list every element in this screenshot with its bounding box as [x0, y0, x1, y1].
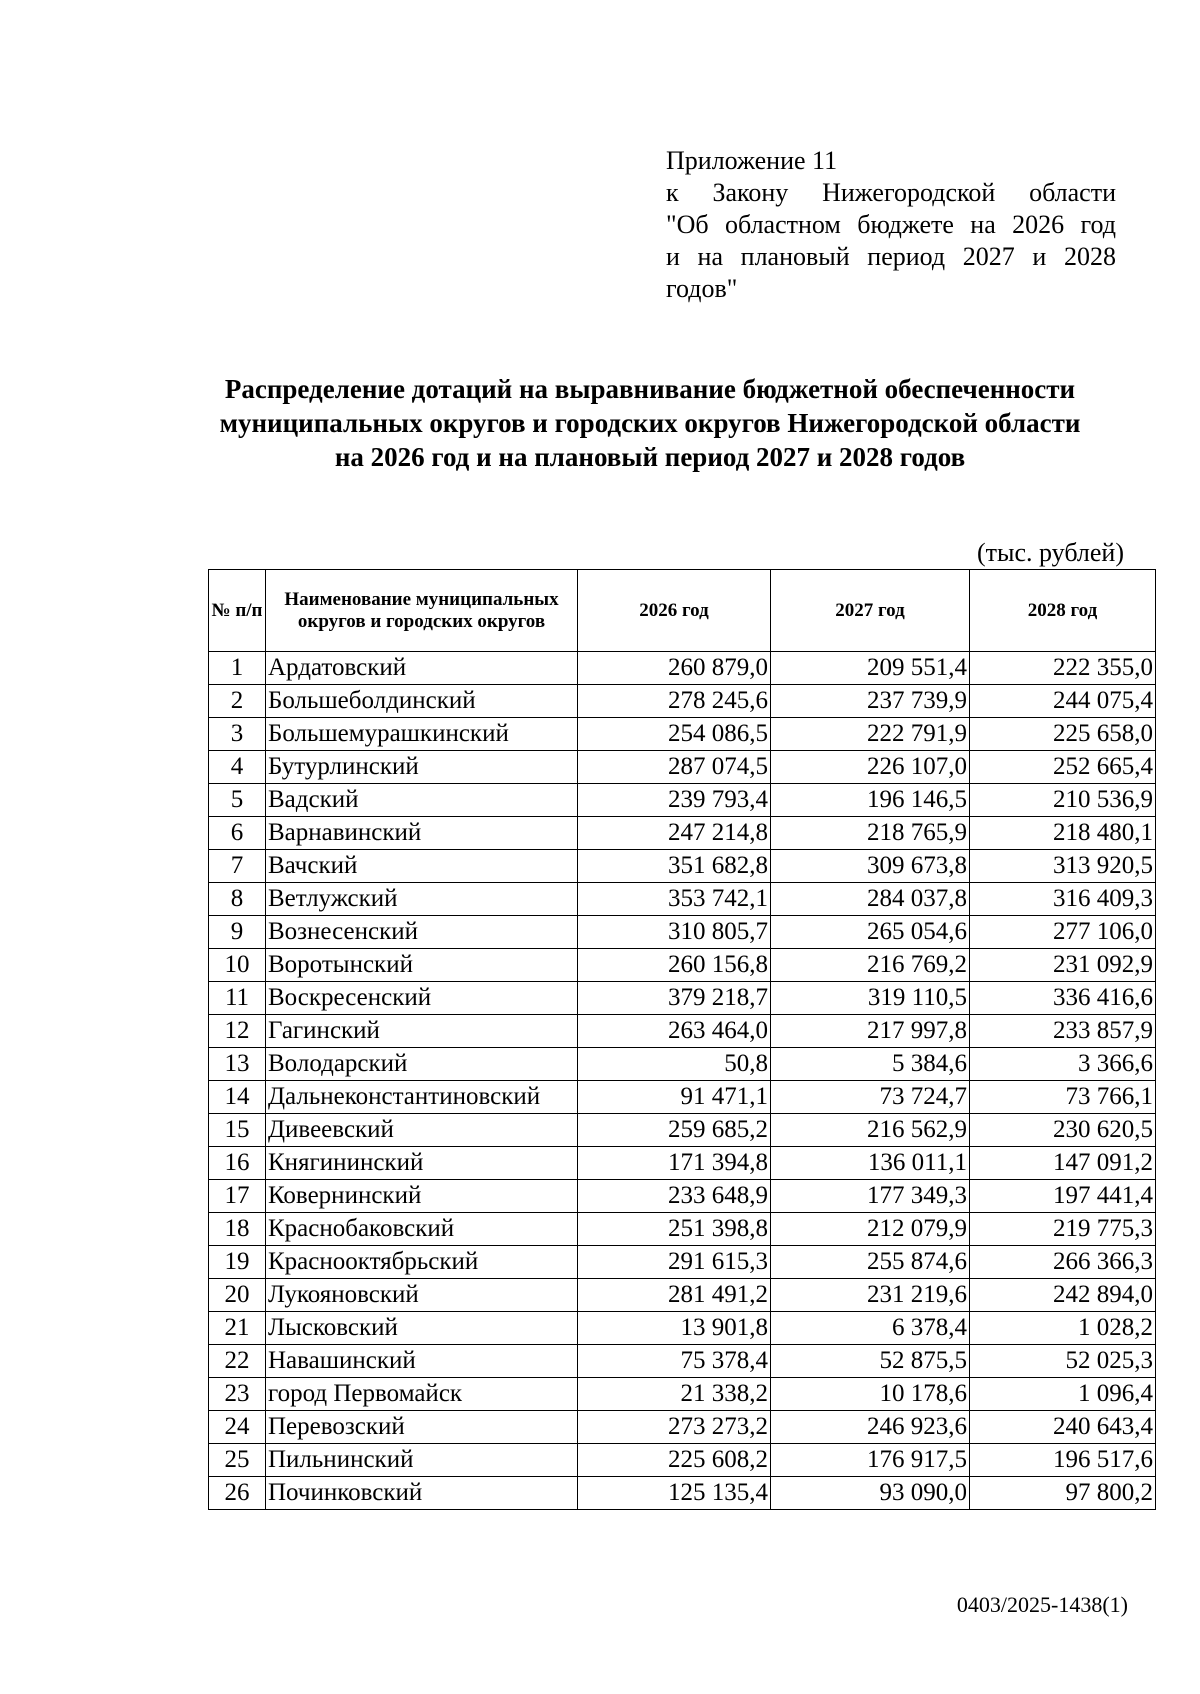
- table-row: [209, 817, 1156, 850]
- row-number: 22: [209, 1345, 266, 1378]
- row-value-2026: 50,8: [578, 1048, 771, 1081]
- row-district-name: Володарский: [266, 1048, 578, 1081]
- row-value-2026: 171 394,8: [578, 1147, 771, 1180]
- row-value-2026: 225 608,2: [578, 1444, 771, 1477]
- row-number: 18: [209, 1213, 266, 1246]
- row-district-name: Ветлужский: [266, 883, 578, 916]
- row-value-2026: 21 338,2: [578, 1378, 771, 1411]
- row-value-2027: 231 219,6: [771, 1279, 970, 1312]
- row-value-2026: 351 682,8: [578, 850, 771, 883]
- row-district-name: Краснобаковский: [266, 1213, 578, 1246]
- table-row: [209, 1114, 1156, 1147]
- table-row: [209, 1213, 1156, 1246]
- row-value-2028: 252 665,4: [970, 751, 1156, 784]
- row-number: 5: [209, 784, 266, 817]
- row-value-2028: 316 409,3: [970, 883, 1156, 916]
- row-value-2027: 309 673,8: [771, 850, 970, 883]
- row-number: 2: [209, 685, 266, 718]
- table-row: [209, 685, 1156, 718]
- appendix-law-title-line1: "Об областном бюджете на 2026 год: [666, 210, 1116, 239]
- subsidy-table: [208, 569, 1156, 1510]
- row-value-2028: 196 517,6: [970, 1444, 1156, 1477]
- row-district-name: Вадский: [266, 784, 578, 817]
- row-value-2027: 218 765,9: [771, 817, 970, 850]
- row-value-2027: 5 384,6: [771, 1048, 970, 1081]
- header-number: № п/п: [209, 570, 266, 652]
- row-value-2028: 1 028,2: [970, 1312, 1156, 1345]
- row-number: 21: [209, 1312, 266, 1345]
- row-district-name: Краснооктябрьский: [266, 1246, 578, 1279]
- row-value-2028: 233 857,9: [970, 1015, 1156, 1048]
- table-row: [209, 949, 1156, 982]
- table-row: [209, 1048, 1156, 1081]
- row-district-name: Гагинский: [266, 1015, 578, 1048]
- row-number: 19: [209, 1246, 266, 1279]
- document-code: 0403/2025-1438(1): [956, 1592, 1128, 1617]
- row-district-name: Навашинский: [266, 1345, 578, 1378]
- header-2026: 2026 год: [578, 570, 771, 652]
- table-row: [209, 784, 1156, 817]
- row-value-2028: 52 025,3: [970, 1345, 1156, 1378]
- row-value-2027: 216 562,9: [771, 1114, 970, 1147]
- row-district-name: Ардатовский: [266, 652, 578, 685]
- row-number: 8: [209, 883, 266, 916]
- row-value-2028: 97 800,2: [970, 1477, 1156, 1510]
- row-number: 24: [209, 1411, 266, 1444]
- row-district-name: Княгининский: [266, 1147, 578, 1180]
- row-value-2028: 222 355,0: [970, 652, 1156, 685]
- appendix-law-title-line2: и на плановый период 2027 и 2028: [666, 242, 1116, 271]
- row-value-2027: 93 090,0: [771, 1477, 970, 1510]
- table-row: [209, 718, 1156, 751]
- units-label: (тыс. рублей): [976, 538, 1124, 567]
- row-district-name: Воскресенский: [266, 982, 578, 1015]
- row-value-2027: 222 791,9: [771, 718, 970, 751]
- row-value-2026: 254 086,5: [578, 718, 771, 751]
- row-value-2028: 219 775,3: [970, 1213, 1156, 1246]
- row-value-2026: 91 471,1: [578, 1081, 771, 1114]
- table-row: [209, 1180, 1156, 1213]
- row-district-name: Вознесенский: [266, 916, 578, 949]
- row-district-name: Дальнеконстантиновский: [266, 1081, 578, 1114]
- row-value-2028: 210 536,9: [970, 784, 1156, 817]
- table-row: [209, 1015, 1156, 1048]
- row-value-2028: 3 366,6: [970, 1048, 1156, 1081]
- row-district-name: Большемурашкинский: [266, 718, 578, 751]
- document-title-line2: муниципальных округов и городских округов Нижегородской области: [219, 408, 1081, 438]
- row-district-name: Лукояновский: [266, 1279, 578, 1312]
- row-value-2026: 353 742,1: [578, 883, 771, 916]
- table-row: [209, 652, 1156, 685]
- row-value-2027: 265 054,6: [771, 916, 970, 949]
- row-value-2028: 147 091,2: [970, 1147, 1156, 1180]
- row-value-2026: 251 398,8: [578, 1213, 771, 1246]
- row-district-name: Лысковский: [266, 1312, 578, 1345]
- appendix-header: [666, 145, 1116, 305]
- row-district-name: Варнавинский: [266, 817, 578, 850]
- row-value-2027: 237 739,9: [771, 685, 970, 718]
- row-number: 15: [209, 1114, 266, 1147]
- row-value-2027: 136 011,1: [771, 1147, 970, 1180]
- table-row: [209, 1444, 1156, 1477]
- row-value-2027: 52 875,5: [771, 1345, 970, 1378]
- row-number: 12: [209, 1015, 266, 1048]
- row-value-2026: 233 648,9: [578, 1180, 771, 1213]
- table-row: [209, 1477, 1156, 1510]
- row-value-2028: 218 480,1: [970, 817, 1156, 850]
- table-row: [209, 1378, 1156, 1411]
- table-row: [209, 982, 1156, 1015]
- row-value-2026: 310 805,7: [578, 916, 771, 949]
- appendix-law-line: к Закону Нижегородской области: [666, 178, 1116, 207]
- table-row: [209, 1411, 1156, 1444]
- row-number: 16: [209, 1147, 266, 1180]
- document-title: [170, 372, 1130, 474]
- row-value-2027: 209 551,4: [771, 652, 970, 685]
- row-value-2027: 10 178,6: [771, 1378, 970, 1411]
- row-number: 1: [209, 652, 266, 685]
- table-row: [209, 1246, 1156, 1279]
- row-value-2027: 73 724,7: [771, 1081, 970, 1114]
- row-value-2028: 1 096,4: [970, 1378, 1156, 1411]
- row-number: 26: [209, 1477, 266, 1510]
- row-value-2028: 197 441,4: [970, 1180, 1156, 1213]
- row-district-name: Ковернинский: [266, 1180, 578, 1213]
- row-value-2028: 336 416,6: [970, 982, 1156, 1015]
- row-value-2026: 75 378,4: [578, 1345, 771, 1378]
- row-district-name: Перевозский: [266, 1411, 578, 1444]
- row-value-2028: 73 766,1: [970, 1081, 1156, 1114]
- document-title-line1: Распределение дотаций на выравнивание бюджетной обеспеченности: [224, 374, 1076, 404]
- row-value-2028: 225 658,0: [970, 718, 1156, 751]
- row-district-name: Большеболдинский: [266, 685, 578, 718]
- row-value-2028: 242 894,0: [970, 1279, 1156, 1312]
- row-value-2028: 240 643,4: [970, 1411, 1156, 1444]
- row-value-2027: 255 874,6: [771, 1246, 970, 1279]
- row-value-2027: 226 107,0: [771, 751, 970, 784]
- table-row: [209, 1147, 1156, 1180]
- row-district-name: Бутурлинский: [266, 751, 578, 784]
- table-row: [209, 1279, 1156, 1312]
- table-row: [209, 1345, 1156, 1378]
- row-value-2026: 287 074,5: [578, 751, 771, 784]
- row-value-2027: 217 997,8: [771, 1015, 970, 1048]
- row-value-2026: 13 901,8: [578, 1312, 771, 1345]
- table-body: [209, 652, 1156, 1510]
- header-2027: 2027 год: [771, 570, 970, 652]
- row-district-name: Пильнинский: [266, 1444, 578, 1477]
- row-value-2026: 278 245,6: [578, 685, 771, 718]
- row-value-2026: 291 615,3: [578, 1246, 771, 1279]
- row-value-2028: 277 106,0: [970, 916, 1156, 949]
- row-value-2026: 239 793,4: [578, 784, 771, 817]
- row-number: 7: [209, 850, 266, 883]
- row-value-2028: 230 620,5: [970, 1114, 1156, 1147]
- row-number: 23: [209, 1378, 266, 1411]
- table-row: [209, 916, 1156, 949]
- row-value-2026: 263 464,0: [578, 1015, 771, 1048]
- row-value-2026: 260 879,0: [578, 652, 771, 685]
- row-number: 13: [209, 1048, 266, 1081]
- row-number: 10: [209, 949, 266, 982]
- row-value-2028: 244 075,4: [970, 685, 1156, 718]
- row-value-2027: 319 110,5: [771, 982, 970, 1015]
- table-row: [209, 883, 1156, 916]
- row-value-2027: 246 923,6: [771, 1411, 970, 1444]
- header-name: Наименование муниципальных округов и городских округов: [266, 570, 578, 652]
- header-2028: 2028 год: [970, 570, 1156, 652]
- table-header-row: [209, 570, 1156, 652]
- row-value-2027: 196 146,5: [771, 784, 970, 817]
- row-value-2026: 247 214,8: [578, 817, 771, 850]
- row-number: 20: [209, 1279, 266, 1312]
- row-value-2027: 176 917,5: [771, 1444, 970, 1477]
- row-district-name: город Первомайск: [266, 1378, 578, 1411]
- row-value-2027: 177 349,3: [771, 1180, 970, 1213]
- appendix-number: Приложение 11: [666, 146, 838, 175]
- row-value-2026: 281 491,2: [578, 1279, 771, 1312]
- row-value-2026: 259 685,2: [578, 1114, 771, 1147]
- table-row: [209, 850, 1156, 883]
- row-value-2028: 266 366,3: [970, 1246, 1156, 1279]
- row-district-name: Воротынский: [266, 949, 578, 982]
- row-value-2027: 216 769,2: [771, 949, 970, 982]
- row-number: 11: [209, 982, 266, 1015]
- row-value-2026: 260 156,8: [578, 949, 771, 982]
- row-district-name: Починковский: [266, 1477, 578, 1510]
- row-district-name: Дивеевский: [266, 1114, 578, 1147]
- row-number: 14: [209, 1081, 266, 1114]
- row-value-2026: 379 218,7: [578, 982, 771, 1015]
- row-number: 6: [209, 817, 266, 850]
- appendix-law-title-line3: годов": [666, 274, 738, 303]
- row-value-2026: 273 273,2: [578, 1411, 771, 1444]
- row-value-2028: 313 920,5: [970, 850, 1156, 883]
- table-row: [209, 1312, 1156, 1345]
- row-number: 25: [209, 1444, 266, 1477]
- table-row: [209, 751, 1156, 784]
- row-value-2028: 231 092,9: [970, 949, 1156, 982]
- document-title-line3: на 2026 год и на плановый период 2027 и 2028 годов: [334, 442, 966, 472]
- table-row: [209, 1081, 1156, 1114]
- row-number: 4: [209, 751, 266, 784]
- row-value-2027: 212 079,9: [771, 1213, 970, 1246]
- row-value-2027: 6 378,4: [771, 1312, 970, 1345]
- row-value-2027: 284 037,8: [771, 883, 970, 916]
- row-number: 9: [209, 916, 266, 949]
- row-number: 17: [209, 1180, 266, 1213]
- row-number: 3: [209, 718, 266, 751]
- row-value-2026: 125 135,4: [578, 1477, 771, 1510]
- row-district-name: Вачский: [266, 850, 578, 883]
